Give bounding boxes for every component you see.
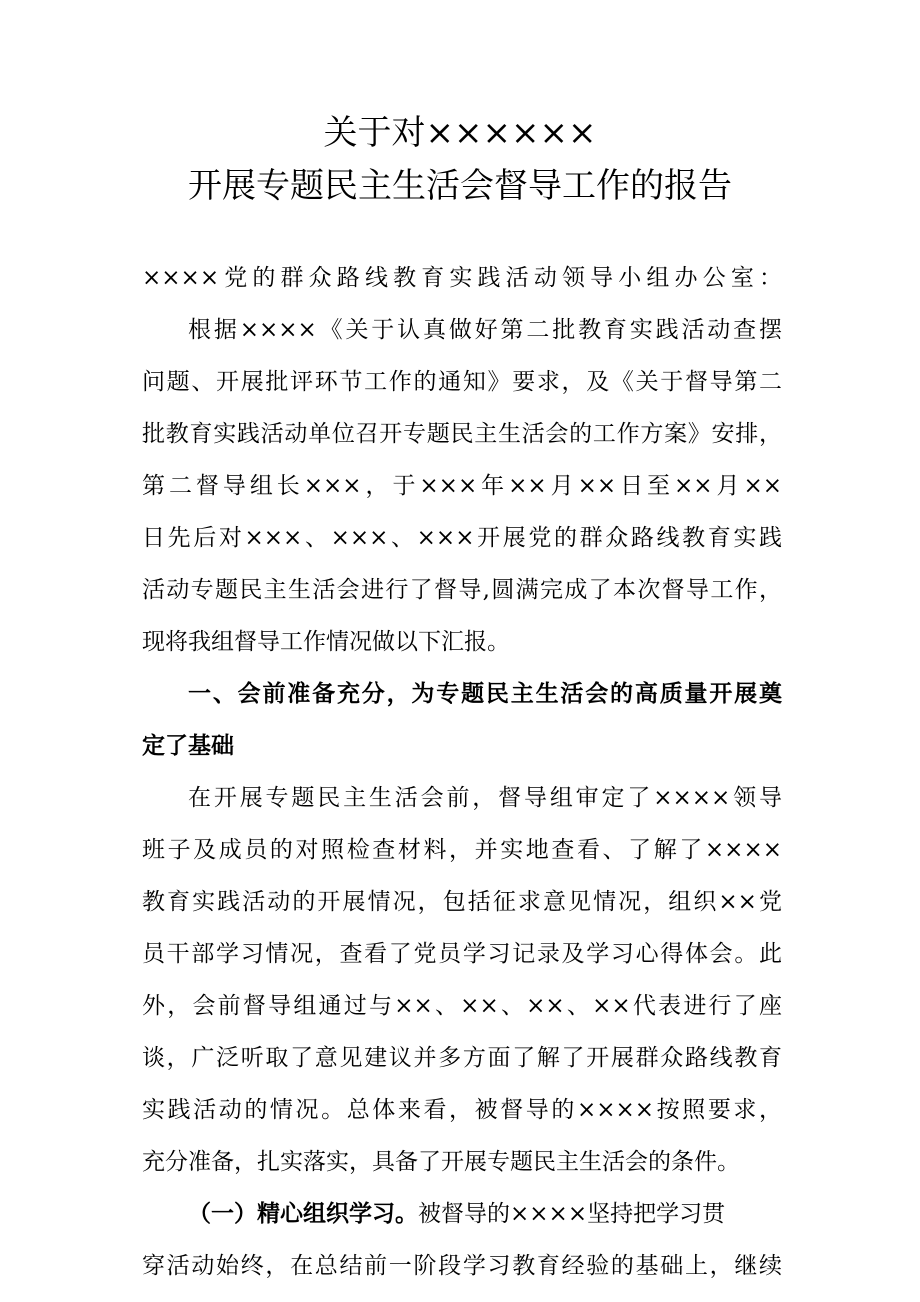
- paragraph-line: 批教育实践活动单位召开专题民主生活会的工作方案》安排，: [142, 421, 782, 447]
- paragraph-line: 教育实践活动的开展情况，包括征求意见情况，组织××党: [142, 889, 782, 915]
- paragraph-line: 充分准备，扎实落实，具备了开展专题民主生活会的条件。: [142, 1149, 740, 1175]
- subsection-heading: （一）精心组织学习。: [188, 1200, 418, 1227]
- paragraph-line: 问题、开展批评环节工作的通知》要求，及《关于督导第二: [142, 369, 782, 395]
- paragraph-line: 班子及成员的对照检查材料，并实地查看、了解了××××: [142, 837, 782, 863]
- section-heading-line: 定了基础: [142, 732, 234, 759]
- paragraph-line: 在开展专题民主生活会前，督导组审定了××××领导: [188, 785, 782, 811]
- paragraph-line: 现将我组督导工作情况做以下汇报。: [142, 629, 510, 655]
- paragraph-line: 员干部学习情况，查看了党员学习记录及学习心得体会。此: [142, 941, 782, 967]
- subsection-line: [142, 1198, 782, 1230]
- salutation: ××××党的群众路线教育实践活动领导小组办公室：: [142, 265, 782, 291]
- document-title-line-1: 关于对××××××: [323, 113, 597, 153]
- paragraph-line: 穿活动始终，在总结前一阶段学习教育经验的基础上，继续: [142, 1253, 782, 1279]
- paragraph-line: 实践活动的情况。总体来看，被督导的××××按照要求，: [142, 1097, 782, 1123]
- section-heading-line: 一、会前准备充分，为专题民主生活会的高质量开展奠: [188, 680, 782, 707]
- paragraph-line: 第二督导组长×××，于×××年××月××日至××月××: [142, 473, 782, 499]
- document-title-line-2: 开展专题民主生活会督导工作的报告: [188, 166, 732, 206]
- paragraph-line: 谈，广泛听取了意见建议并多方面了解了开展群众路线教育: [142, 1045, 782, 1071]
- paragraph-line: 活动专题民主生活会进行了督导,圆满完成了本次督导工作，: [142, 577, 782, 603]
- paragraph-line: 日先后对×××、×××、×××开展党的群众路线教育实践: [142, 525, 782, 551]
- paragraph-line: 外，会前督导组通过与××、××、××、××代表进行了座: [142, 993, 782, 1019]
- paragraph-line: 根据××××《关于认真做好第二批教育实践活动查摆: [188, 317, 782, 343]
- subsection-text: 被督导的××××坚持把学习贯: [418, 1201, 726, 1227]
